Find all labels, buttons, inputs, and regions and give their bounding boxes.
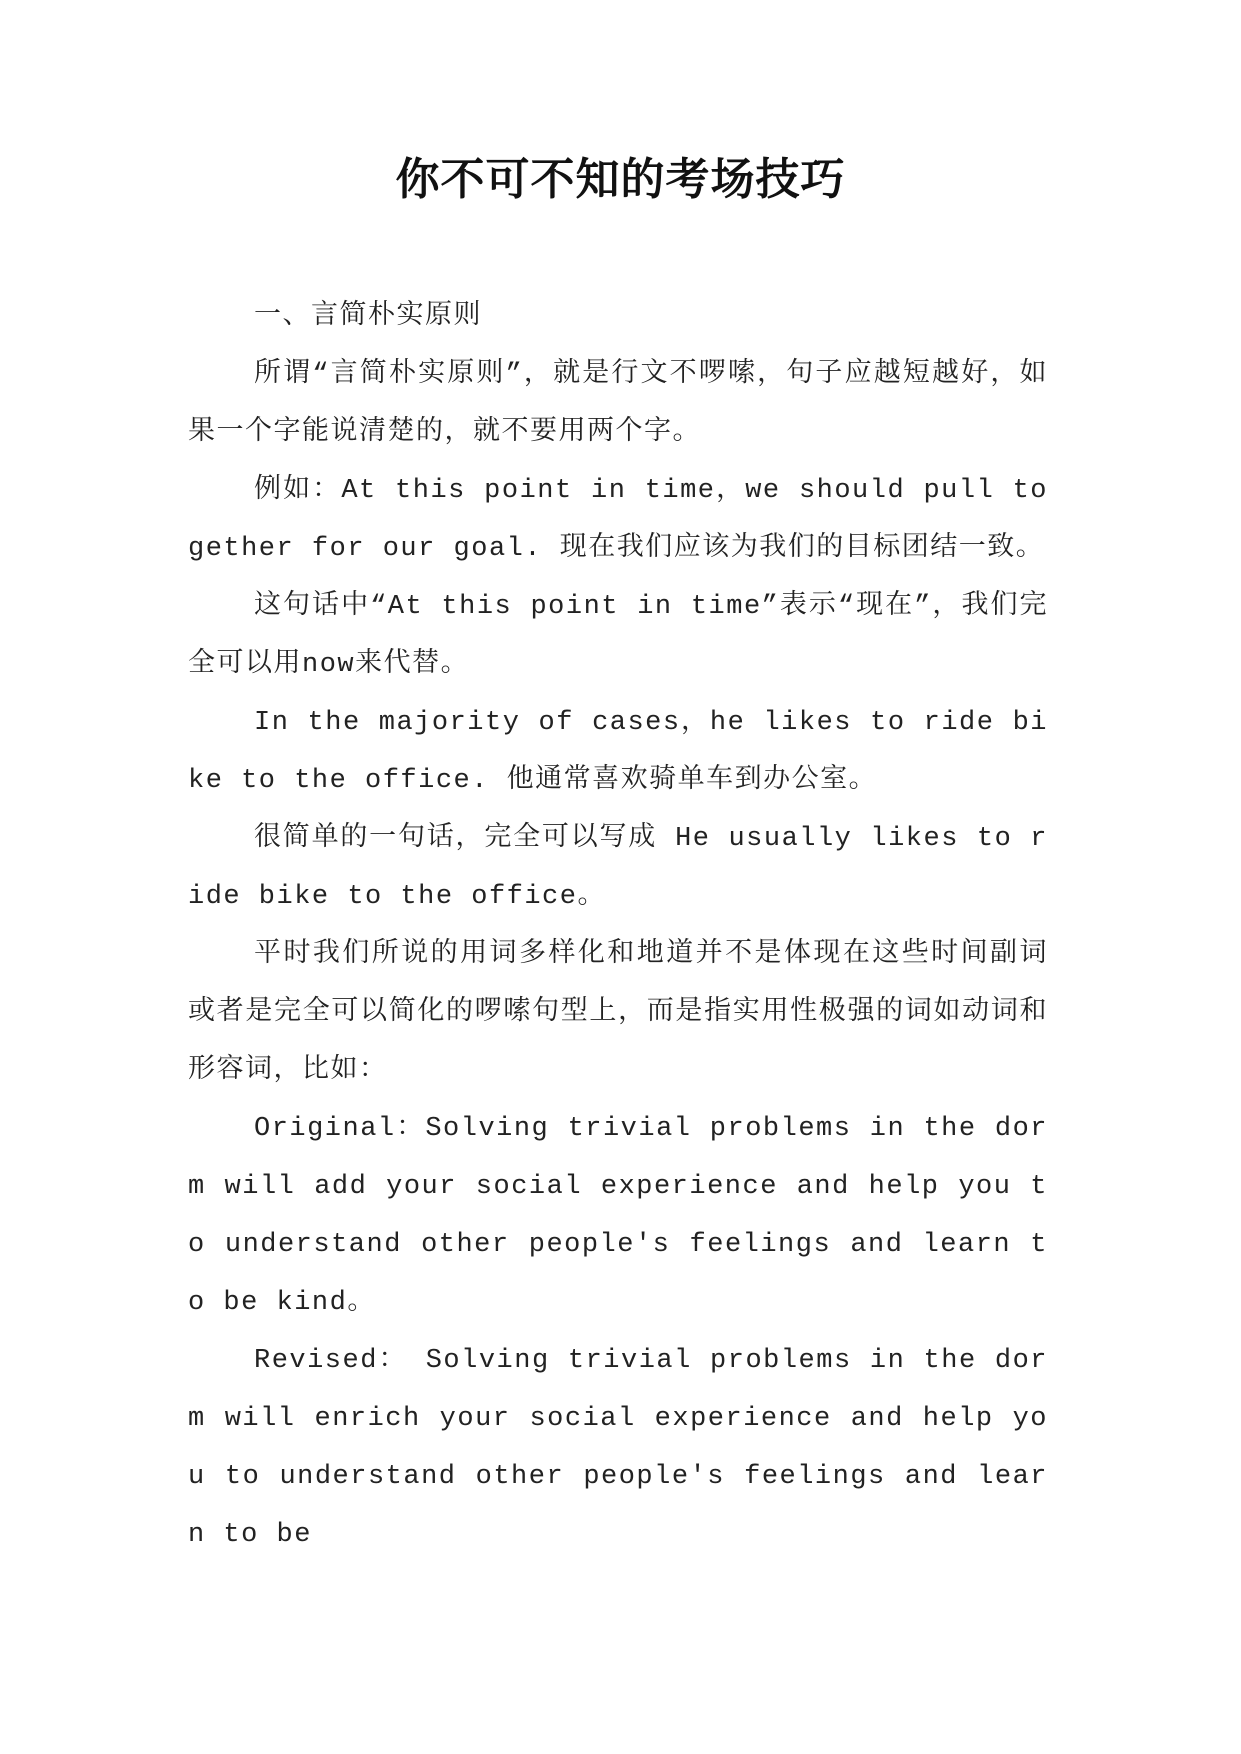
paragraph: 这句话中“At this point in time”表示“现在”，我们完全可以用now来代替。 — [188, 592, 1048, 680]
paragraph: 很简单的一句话，完全可以写成 He usually likes to ride bike to the office。 — [188, 824, 1048, 912]
document-body — [188, 288, 1048, 1564]
document-title: 你不可不知的考场技巧 — [395, 154, 846, 205]
paragraph: 所谓“言简朴实原则”，就是行文不啰嗦，句子应越短越好，如果一个字能说清楚的，就不要用两个字。 — [188, 360, 1048, 448]
paragraph: In the majority of cases，he likes to ride bike to the office. 他通常喜欢骑单车到办公室。 — [188, 708, 1048, 796]
paragraph: 平时我们所说的用词多样化和地道并不是体现在这些时间副词或者是完全可以简化的啰嗦句型上，而是指实用性极强的词如动词和形容词，比如： — [188, 940, 1048, 1086]
paragraph: Revised： Solving trivial problems in the dorm will enrich your social experience and help you to understand other people's feelings and learn to be — [188, 1346, 1048, 1550]
section-heading: 一、言简朴实原则 — [254, 302, 482, 332]
paragraph: 例如：At this point in time，we should pull together for our goal. 现在我们应该为我们的目标团结一致。 — [188, 476, 1048, 564]
paragraph: Original：Solving trivial problems in the dorm will add your social experience and help you to understand other people's feelings and learn to be kind。 — [188, 1114, 1048, 1318]
